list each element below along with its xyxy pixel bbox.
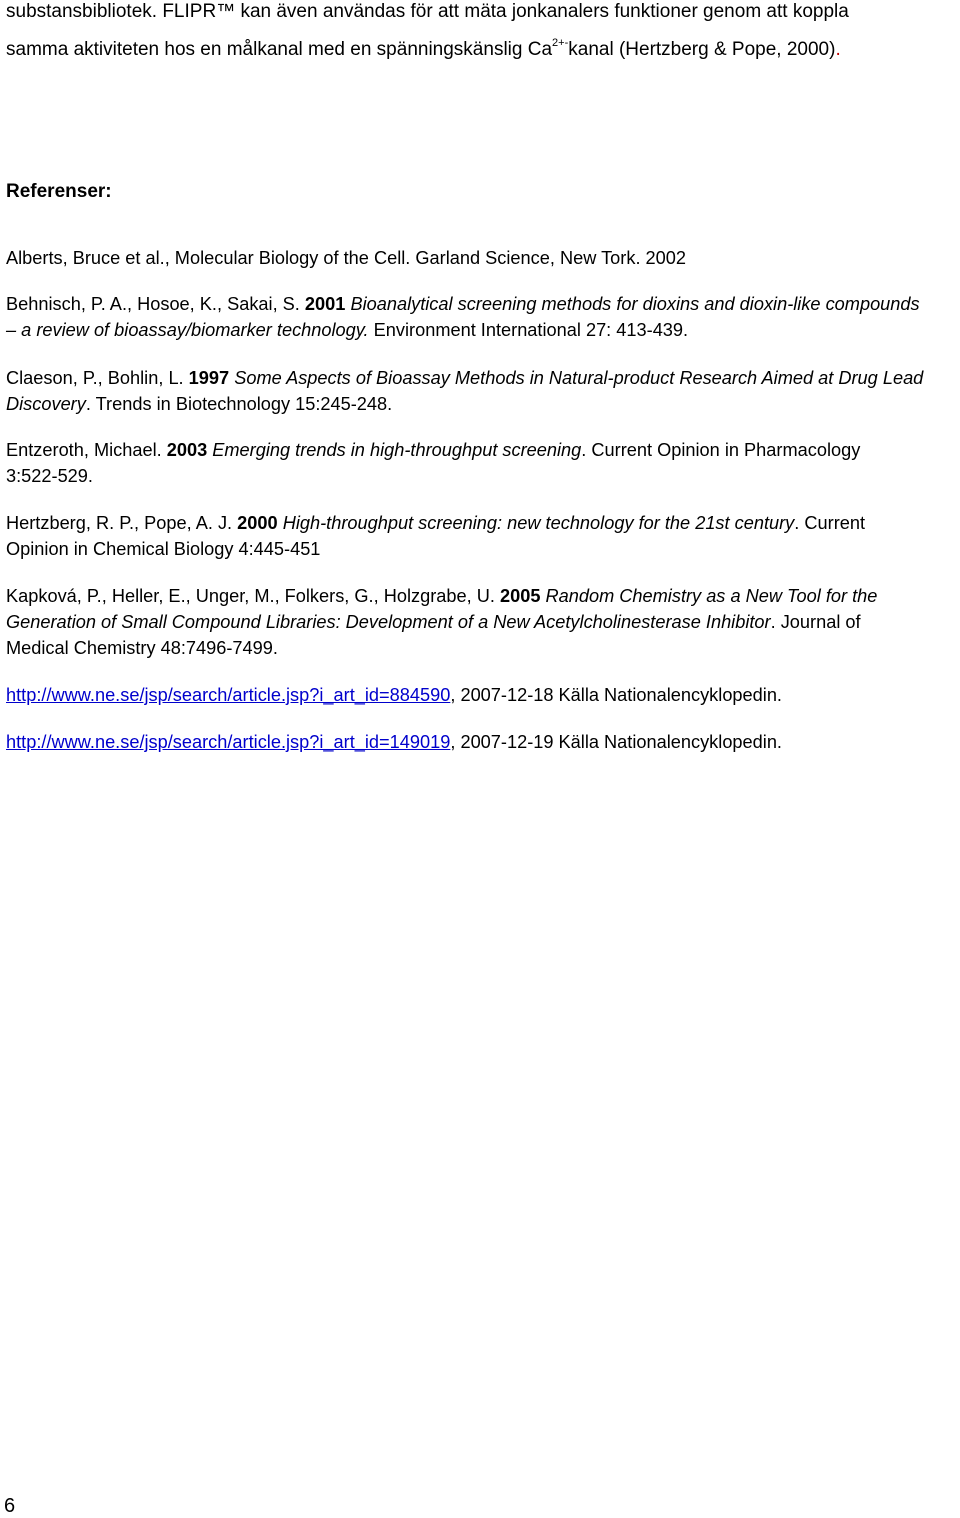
reference-entzeroth-line-1 xyxy=(6,438,860,462)
reference-journal: 3:522-529. xyxy=(6,466,93,486)
reference-entzeroth-line-2 xyxy=(6,464,93,488)
reference-claeson-line-1 xyxy=(6,366,923,390)
reference-link-2[interactable]: http://www.ne.se/jsp/search/article.jsp?i_art_id=149019 xyxy=(6,732,451,752)
reference-authors: Entzeroth, Michael. xyxy=(6,440,167,460)
reference-journal: Opinion in Chemical Biology 4:445-451 xyxy=(6,539,321,559)
reference-hertzberg-line-1 xyxy=(6,511,865,535)
reference-authors: Hertzberg, R. P., Pope, A. J. xyxy=(6,513,238,533)
reference-title: Generation of Small Compound Libraries: Development of a New Acetylcholinesterase Inhibitor xyxy=(6,612,771,632)
reference-alberts-text: Alberts, Bruce et al., Molecular Biology of the Cell. Garland Science, New Tork. 2002 xyxy=(6,248,687,268)
intro-period: . xyxy=(835,39,841,60)
reference-behnisch-line-2 xyxy=(6,318,688,342)
intro-text-2a: samma aktiviteten hos en målkanal med en spänningskänslig Ca xyxy=(6,39,553,60)
reference-journal: Medical Chemistry 48:7496-7499. xyxy=(6,638,278,658)
reference-year: 2005 xyxy=(499,586,541,606)
reference-journal: . Current xyxy=(794,513,866,533)
reference-title: High-throughput screening: new technology for the 21st century xyxy=(277,513,795,533)
reference-title: Random Chemistry as a New Tool for the xyxy=(540,586,878,606)
reference-link-1[interactable]: http://www.ne.se/jsp/search/article.jsp?i_art_id=884590 xyxy=(6,685,451,705)
reference-web-2-text: , 2007-12-19 Källa Nationalencyklopedin. xyxy=(450,732,782,752)
reference-title: – a review of bioassay/biomarker technology. xyxy=(6,320,369,340)
reference-year: 2000 xyxy=(237,513,278,533)
intro-text-1: substansbibliotek. FLIPR™ kan även användas för att mäta jonkanalers funktioner genom att koppla xyxy=(6,1,849,22)
reference-kapkova-line-3 xyxy=(6,636,278,660)
reference-kapkova-line-1 xyxy=(6,584,877,608)
reference-web-2 xyxy=(6,730,782,754)
reference-journal: Environment International 27: 413-439. xyxy=(368,320,689,340)
intro-line-1 xyxy=(6,0,849,24)
references-heading: Referenser: xyxy=(6,181,112,202)
reference-title: Some Aspects of Bioassay Methods in Natural-product Research Aimed at Drug Lead xyxy=(229,368,924,388)
reference-year: 2003 xyxy=(166,440,208,460)
ion-superscript: 2+- xyxy=(552,36,569,49)
reference-claeson-line-2 xyxy=(6,392,392,416)
reference-web-1 xyxy=(6,683,782,707)
intro-text-2b: kanal (Hertzberg & Pope, 2000) xyxy=(568,39,836,60)
reference-journal: . Journal of xyxy=(770,612,861,632)
reference-year: 2001 xyxy=(304,294,346,314)
reference-authors: Kapková, P., Heller, E., Unger, M., Folkers, G., Holzgrabe, U. xyxy=(6,586,500,606)
page-number: 6 xyxy=(4,1495,16,1517)
reference-kapkova-line-2 xyxy=(6,610,861,634)
reference-alberts xyxy=(6,246,686,270)
reference-year: 1997 xyxy=(188,368,230,388)
reference-hertzberg-line-2 xyxy=(6,537,320,561)
reference-behnisch-line-1 xyxy=(6,292,920,316)
reference-title: Discovery xyxy=(6,394,86,414)
reference-journal: . Current Opinion in Pharmacology xyxy=(581,440,861,460)
reference-authors: Behnisch, P. A., Hosoe, K., Sakai, S. xyxy=(6,294,305,314)
reference-title: Emerging trends in high-throughput screening xyxy=(207,440,582,460)
reference-authors: Claeson, P., Bohlin, L. xyxy=(6,368,189,388)
intro-line-2 xyxy=(6,38,841,62)
reference-title: Bioanalytical screening methods for dioxins and dioxin-like compounds xyxy=(345,294,920,314)
reference-web-1-text: , 2007-12-18 Källa Nationalencyklopedin. xyxy=(450,685,782,705)
reference-journal: . Trends in Biotechnology 15:245-248. xyxy=(85,394,393,414)
